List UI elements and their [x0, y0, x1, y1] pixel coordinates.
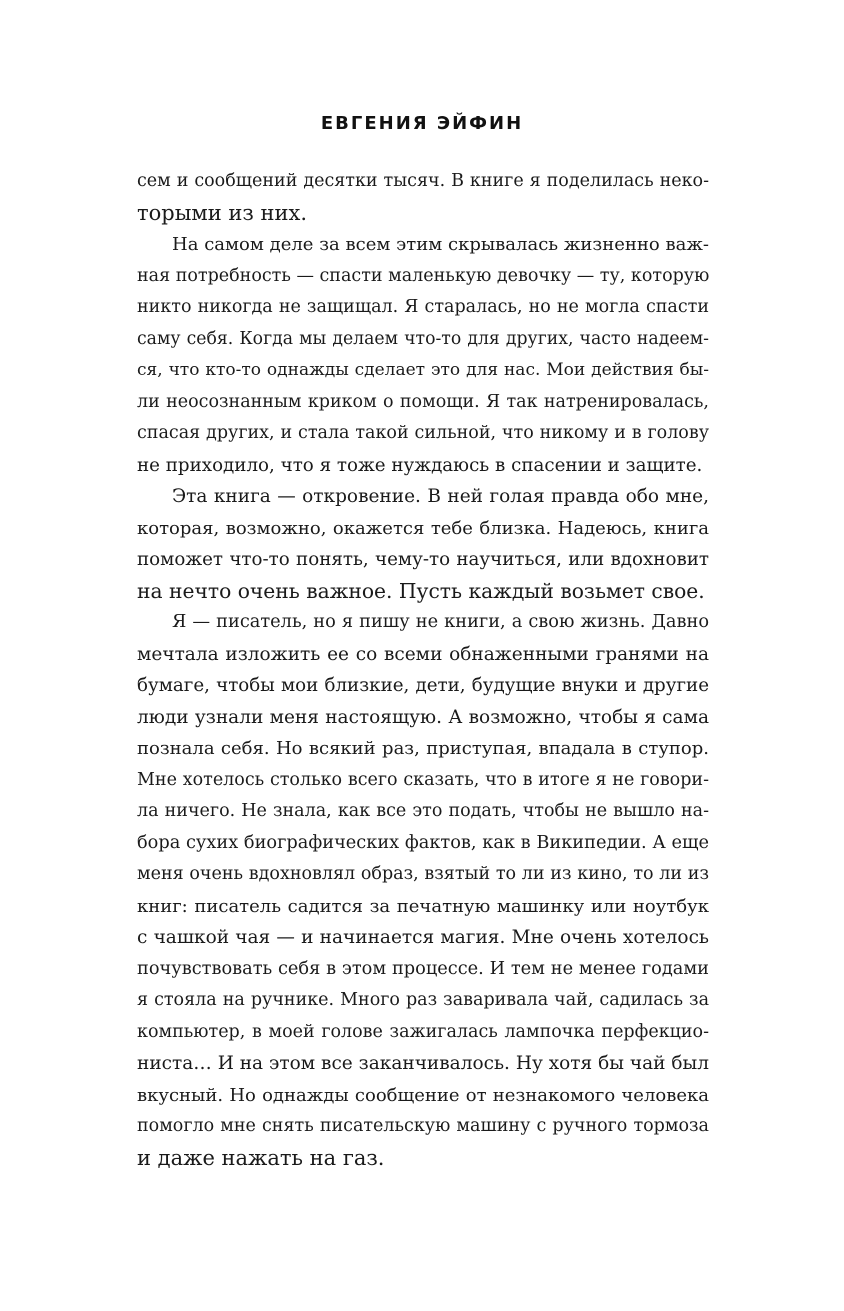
paragraph — [137, 229, 709, 481]
text-line: ниста… И на этом все заканчивалось. Ну хотя бы чай был — [137, 1053, 709, 1074]
text-line: не приходило, что я тоже нуждаюсь в спасении и защите. — [137, 454, 703, 476]
text-line: вкусный. Но однажды сообщение от незнакомого человека — [137, 1084, 709, 1106]
text-line: ла ничего. Не знала, как все это подать, чтобы не вышло на- — [137, 801, 709, 821]
text-line: На самом деле за всем этим скрывалась жизненно важ- — [172, 234, 709, 255]
text-line: с чашкой чая — и начинается магия. Мне очень хотелось — [137, 927, 709, 948]
text-line: саму себя. Когда мы делаем что-то для других, часто надеем- — [137, 328, 709, 349]
paragraph — [137, 481, 709, 607]
text-line: сем и сообщений десятки тысяч. В книге я поделилась неко- — [137, 171, 709, 191]
text-line: книг: писатель садится за печатную машинку или ноутбук — [137, 895, 709, 917]
text-line: ся, что кто-то однажды сделает это для нас. Мои действия бы- — [137, 360, 709, 380]
text-line: люди узнали меня настоящую. А возможно, чтобы я сама — [137, 706, 709, 728]
text-line: Эта книга — откровение. В ней голая правда обо мне, — [172, 486, 709, 507]
running-head-author: ЕВГЕНИЯ ЭЙФИН — [320, 113, 524, 134]
text-line: на нечто очень важное. Пусть каждый возьмет свое. — [137, 578, 705, 603]
text-line: и даже нажать на газ. — [137, 1145, 385, 1170]
paragraph — [137, 607, 709, 1174]
text-line: мечтала изложить ее со всеми обнаженными гранями на — [137, 643, 709, 665]
text-line: бумаге, чтобы мои близкие, дети, будущие внуки и другие — [137, 675, 709, 696]
text-line: меня очень вдохновлял образ, взятый то ли из кино, то ли из — [137, 864, 709, 884]
text-line: торыми из них. — [137, 200, 308, 225]
text-line: компьютер, в моей голове зажигалась лампочка перфекцио- — [137, 1021, 709, 1042]
text-line: почувствовать себя в этом процессе. И тем не менее годами — [137, 958, 709, 979]
text-line: познала себя. Но всякий раз, приступая, впадала в ступор. — [137, 738, 709, 759]
page-body — [137, 166, 709, 1174]
text-line: которая, возможно, окажется тебе близка. Надеюсь, книга — [137, 517, 709, 539]
text-line: Я — писатель, но я пишу не книги, а свою жизнь. Давно — [172, 612, 709, 632]
text-line: я стояла на ручнике. Много раз заваривала чай, садилась за — [137, 990, 709, 1010]
text-line: помогло мне снять писательскую машину с ручного тормоза — [137, 1116, 709, 1136]
text-line: бора сухих биографических фактов, как в Википедии. А еще — [137, 832, 709, 853]
text-line: ли неосознанным криком о помощи. Я так натренировалась, — [137, 391, 709, 412]
text-line: спасая других, и стала такой сильной, что никому и в голову — [137, 423, 709, 443]
text-line: никто никогда не защищал. Я старалась, но не могла спасти — [137, 297, 709, 317]
text-line: поможет что-то понять, чему-то научиться, или вдохновит — [137, 549, 709, 570]
text-line: ная потребность — спасти маленькую девочку — ту, которую — [137, 265, 710, 286]
paragraph — [137, 166, 709, 229]
text-line: Мне хотелось столько всего сказать, что в итоге я не говори- — [137, 769, 709, 790]
